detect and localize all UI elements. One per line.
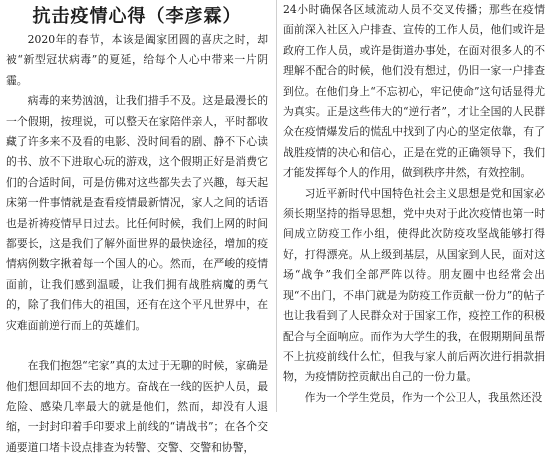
column-divider <box>276 0 277 412</box>
paragraph: 2020年的春节，本该是阖家团圆的喜庆之时，却被“新型冠状病毒”的夏延，给每个人心中带来一片阴霾。 <box>6 33 268 87</box>
paragraph: 习近平新时代中国特色社会主义思想是党和国家必须长期坚持的指导思想，党中央对于此次疫情也第一时间成立防疫工作小组，使得此次防疫攻坚战能够打得好，打得漂亮。从上级到基层，从国家到人民，面对这场“战争”我们全部严阵以待。朋友圈中也经常会出现“不出门，不串门就是为防疫工作贡献一份力”的帖子也让我看到了人民群众对于国家工作，疫控工作的积极配合与全面响应。而作为大学生的我，在假期期间虽帮不上抗疫前线什么忙，但我与家人前后两次进行捐款捐物，为疫情防控贡献出自己的一份力量。 <box>283 186 545 384</box>
document-title: 抗击疫情心得（李彦霖） <box>32 6 242 27</box>
paragraph-gap <box>6 336 268 356</box>
paragraph: 在我们抱怨“宅家”真的太过于无聊的时候，家确是他们想回却回不去的地方。奋战在一线的医护人员，最危险、感染几率最大的就是他们，然而，却没有人退缩，一封封印着手印要求上前线的“请战书”；在各个交通要道口堵卡设点排查为转警、交警、交警和协警， <box>6 359 268 454</box>
right-column <box>283 0 545 408</box>
left-column-body <box>6 30 268 458</box>
paragraph: 作为一个学生党员，作为一个公卫人，我虽然还没 <box>304 390 543 404</box>
paragraph: 病毒的来势汹汹，让我们措手不及。这是最漫长的一个假期，按理说，可以整天在家陪伴亲人，平时都收藏了许多来不及看的电影、没时间看的剧、静不下心读的书、放不下进取心玩的游戏，这个假期正好是消费它们的合适时间，可是仿佛对这些都失去了兴趣，每天起床第一件事情就是查看疫情最新情况，家人之间的话语也是祈祷疫情早日过去。比任何时候，我们上网的时间都要长，这是我们了解外面世界的最快途径，增加的疫情病例数字揪着每一个国人的心。然而，在严峻的疫情面前，让我们感到温暖，让我们拥有战胜病魔的勇气的，除了我们伟大的祖国，还有在这个平凡世界中，在灾难面前逆行而上的英雄们。 <box>6 94 268 332</box>
left-column <box>6 0 268 458</box>
paragraph: 24小时确保各区域流动人员不交叉传播；那些在疫情面前深入社区入户排查、宣传的工作人员，他们或许是政府工作人员，或许是街道办事处，在面对很多人的不理解不配合的时候，他们没有想过，仍旧一家一户排查到位。在他们身上“不忘初心，牢记使命”这句话显得尤为真实。正是这些伟大的“逆行者”，才让全国的人民群众在疫情爆发后的慌乱中找到了内心的坚定依靠，有了战胜疫情的决心和信心，正是在党的正确领导下，我们才能发挥每个人的作用，做到秩序井然，有效控制。 <box>283 3 545 180</box>
